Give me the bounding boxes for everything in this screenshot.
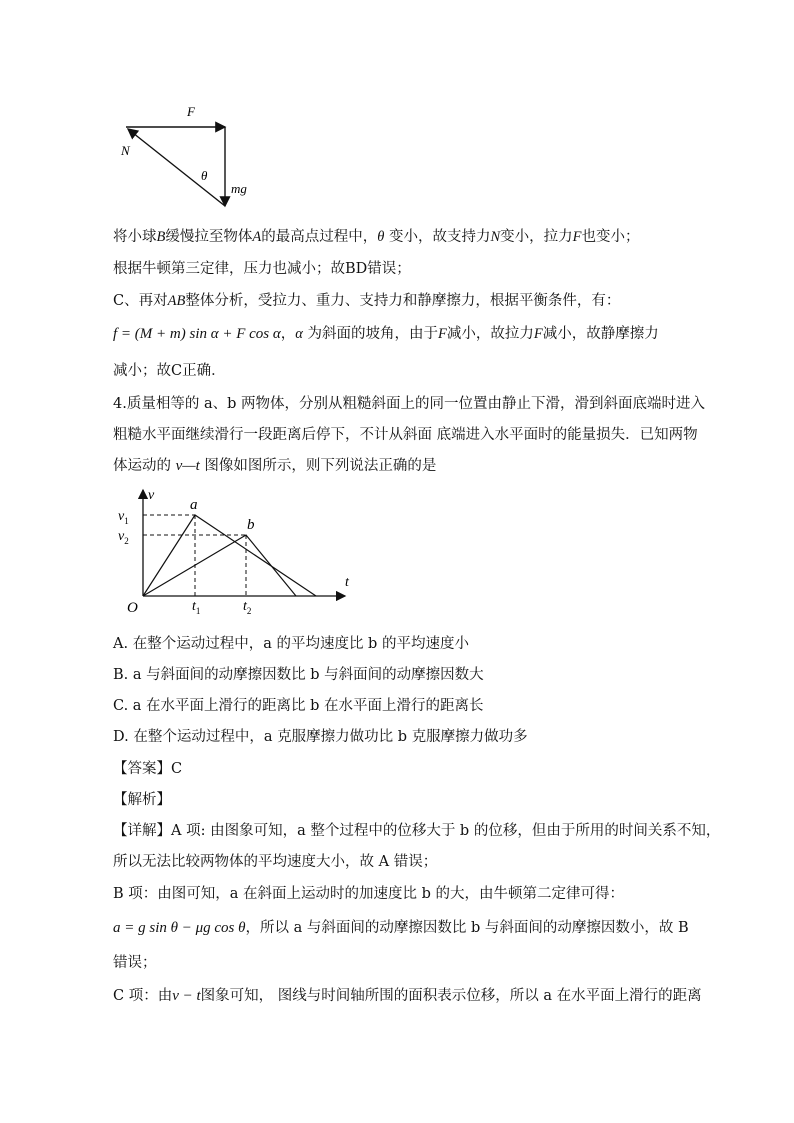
- vt-graph: [113, 484, 363, 619]
- tick-label-v1: $v_1$: [118, 509, 129, 526]
- tick-label-t2: $t_2$: [243, 599, 252, 616]
- axis-label-t: t: [345, 575, 349, 590]
- paragraph-1: 将小球B缓慢拉至物体A的最高点过程中，θ 变小，故支持力N变小，拉力F也变小；: [113, 229, 640, 245]
- formula-acceleration: a = g sin θ − μg cos θ: [113, 920, 246, 936]
- question-4-line-3: 体运动的 v—t 图像如图所示，则下列说法正确的是: [113, 458, 437, 474]
- tick-label-t1: $t_1$: [192, 599, 201, 616]
- option-b: B. a 与斜面间的动摩擦因数比 b 与斜面间的动摩擦因数大: [113, 667, 484, 683]
- option-c: C. a 在水平面上滑行的距离比 b 在水平面上滑行的距离长: [113, 698, 484, 714]
- tick-label-v2: $v_2$: [118, 529, 129, 546]
- point-label-a: a: [190, 497, 198, 513]
- option-d: D. 在整个运动过程中，a 克服摩擦力做功比 b 克服摩擦力做功多: [113, 729, 528, 745]
- detail-line-6: C 项：由v − t图象可知， 图线与时间轴所围的面积表示位移，所以 a 在水平面上滑行的距离: [113, 988, 702, 1004]
- detail-line-5: 错误；: [113, 955, 157, 971]
- detail-line-3: B 项：由图可知，a 在斜面上运动时的加速度比 b 的大，由牛顿第二定律可得：: [113, 886, 625, 902]
- label-F: F: [187, 104, 195, 119]
- question-4-line-2: 粗糙水平面继续滑行一段距离后停下，不计从斜面 底端进入水平面时的能量损失．已知两物: [113, 427, 698, 443]
- detail-line-1: 【详解】A 项: 由图象可知，a 整个过程中的位移大于 b 的位移，但由于所用的时间关系不知，: [113, 823, 721, 839]
- option-a: A. 在整个运动过程中，a 的平均速度比 b 的平均速度小: [113, 636, 469, 652]
- label-mg: mg: [231, 181, 247, 196]
- axis-label-v: v: [148, 488, 155, 503]
- force-N-arrow: [128, 129, 225, 206]
- line-b: [143, 535, 296, 596]
- question-4-line-1: 4.质量相等的 a、b 两物体，分别从粗糙斜面上的同一位置由静止下滑，滑到斜面底端时进入: [113, 396, 705, 412]
- paragraph-4: f = (M + m) sin α + F cos α，α 为斜面的坡角，由于F减小，故拉力F减小，故静摩擦力: [113, 326, 659, 342]
- detail-line-2: 所以无法比较两物体的平均速度大小，故 A 错误；: [113, 854, 438, 870]
- detail-line-4: a = g sin θ − μg cos θ，所以 a 与斜面间的动摩擦因数比 b 与斜面间的动摩擦因数小，故 B: [113, 920, 689, 936]
- paragraph-2: 根据牛顿第三定律，压力也减小；故BD错误；: [113, 261, 411, 277]
- analysis-title: 【解析】: [113, 792, 171, 808]
- line-a: [143, 515, 316, 596]
- label-N: N: [121, 143, 130, 158]
- paragraph-3: C、再对AB整体分析，受拉力、重力、支持力和静摩擦力，根据平衡条件，有：: [113, 293, 621, 309]
- force-triangle-diagram: [113, 100, 263, 212]
- label-theta: θ: [201, 168, 208, 183]
- origin-label: O: [127, 600, 138, 616]
- point-label-b: b: [247, 517, 255, 533]
- answer: 【答案】C: [113, 761, 183, 777]
- formula-friction: f = (M + m) sin α + F cos α: [113, 326, 281, 342]
- paragraph-5: 减小；故C正确．: [113, 363, 226, 379]
